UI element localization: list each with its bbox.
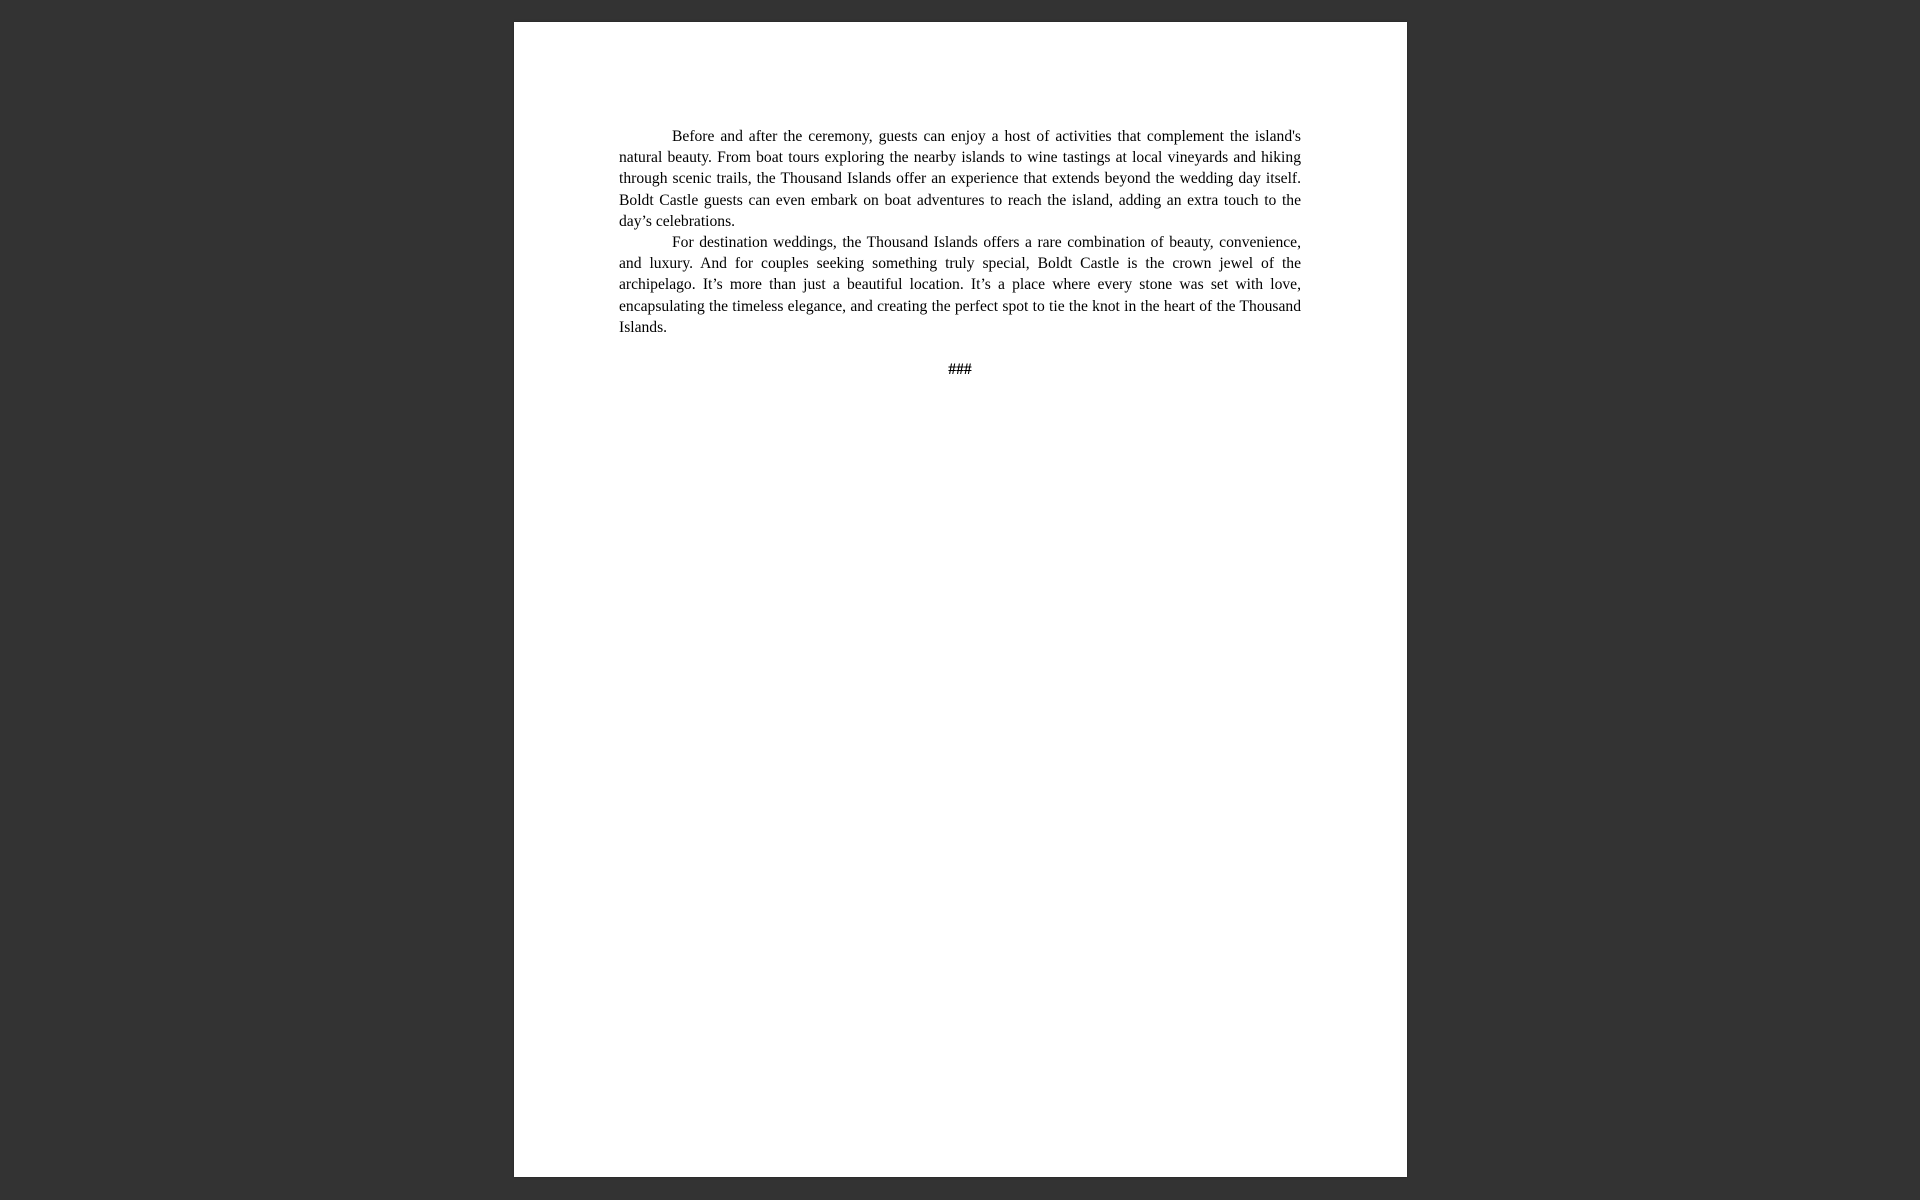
document-page bbox=[514, 22, 1407, 1177]
paragraph-activities: Before and after the ceremony, guests can enjoy a host of activities that complement the island's natural beauty. From boat tours exploring the nearby islands to wine tastings at local vineyards and hiking through scenic trails, the Thousand Islands offer an experience that extends beyond the wedding day itself. Boldt Castle guests can even embark on boat adventures to reach the island, adding an extra touch to the day’s celebrations. bbox=[619, 128, 1301, 230]
paragraph-destination-weddings: For destination weddings, the Thousand Islands offers a rare combination of beauty, convenience, and luxury. And for couples seeking something truly special, Boldt Castle is the crown jewel of the archipelago. It’s more than just a beautiful location. It’s a place where every stone was set with love, encapsulating the timeless elegance, and creating the perfect spot to tie the knot in the heart of the Thousand Islands. bbox=[619, 234, 1301, 336]
page-content bbox=[619, 126, 1301, 380]
end-mark: ### bbox=[948, 361, 972, 379]
